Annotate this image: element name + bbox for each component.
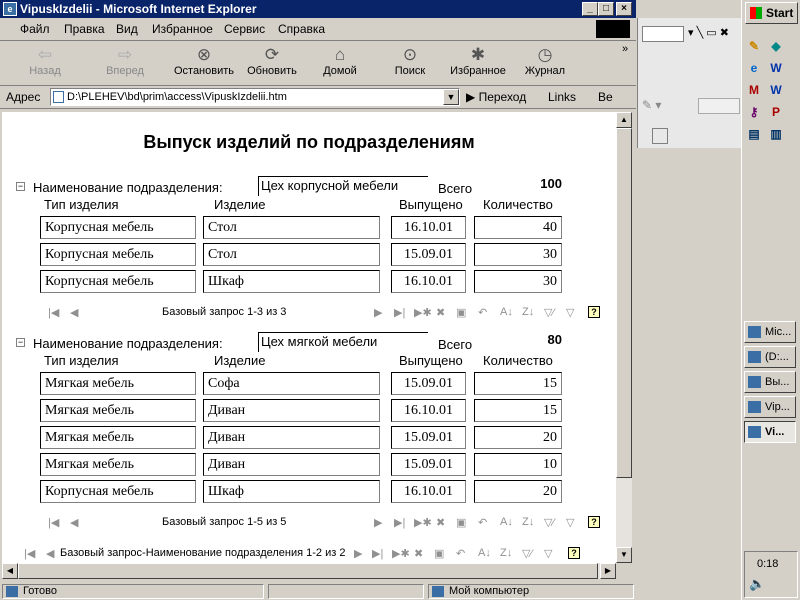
g2-row-2-type: Мягкая мебель	[40, 399, 196, 422]
nav-help-icon[interactable]: ?	[588, 516, 600, 528]
ql-mail-icon[interactable]: M	[749, 83, 759, 97]
horizontal-scroll-thumb[interactable]	[18, 563, 598, 579]
group-2-col-qty: Количество	[483, 353, 553, 368]
address-input[interactable]: D:\PLEHEV\bd\prim\access\VipuskIzdelii.htm ▼	[50, 88, 460, 106]
page-icon	[53, 91, 64, 103]
g1-row-1-qty: 40	[474, 216, 562, 239]
group-1-navigation	[42, 304, 608, 322]
group-1-total-label: Всего	[438, 181, 473, 196]
g1-row-1-date: 16.10.01	[391, 216, 466, 239]
nav-filter-icon[interactable]: ▽	[544, 548, 553, 560]
group-2-col-date: Выпущено	[399, 353, 463, 368]
windows-flag-icon	[750, 7, 762, 19]
g1-row-3-item: Шкаф	[203, 270, 380, 293]
outer-navigation	[20, 545, 600, 563]
nav-new-icon[interactable]: ▶✱	[392, 548, 410, 560]
page-done-icon	[6, 586, 18, 597]
nav-new-icon[interactable]: ▶✱	[414, 517, 432, 529]
g1-row-2-type: Корпусная мебель	[40, 243, 196, 266]
group-1-col-date: Выпущено	[399, 197, 463, 212]
stop-button[interactable]: ⊗ Остановить	[173, 45, 235, 77]
group-1-col-qty: Количество	[483, 197, 553, 212]
vertical-scroll-thumb[interactable]	[616, 128, 632, 478]
g2-row-5-date: 16.10.01	[391, 480, 466, 503]
background-app-icons: ▾ ╲ ▭ ✖	[688, 27, 729, 39]
group-2-dept-label: Наименование подразделения:	[33, 336, 223, 351]
nav-first-icon[interactable]: |◀	[24, 548, 36, 560]
forward-button[interactable]: ⇨ Вперед	[106, 45, 144, 77]
status-panel	[268, 584, 424, 599]
nav-undo-icon[interactable]: ↶	[478, 517, 488, 529]
g2-row-3-item: Диван	[203, 426, 380, 449]
volume-icon[interactable]: 🔈	[749, 576, 766, 591]
search-button[interactable]: ⊙ Поиск	[394, 45, 426, 77]
g2-row-5-qty: 20	[474, 480, 562, 503]
ie-icon	[748, 426, 761, 438]
ql-word2-icon[interactable]: W	[770, 83, 782, 97]
g1-row-3-date: 16.10.01	[391, 270, 466, 293]
nav-filter-icon[interactable]: ▽	[566, 307, 575, 319]
nav-last-icon[interactable]: ▶|	[394, 517, 406, 529]
nav-help-icon[interactable]: ?	[588, 306, 600, 318]
ql-db-icon[interactable]: ▤	[748, 127, 760, 141]
go-button[interactable]: ▶ Переход	[466, 90, 527, 104]
scroll-down-icon[interactable]: ▼	[616, 547, 632, 563]
group-1-col-item: Изделие	[214, 197, 266, 212]
menu-file[interactable]: Файл	[20, 22, 50, 36]
nav-sort-desc-icon[interactable]: Z↓	[500, 547, 513, 559]
nav-help-icon[interactable]: ?	[568, 547, 580, 559]
menu-bar	[0, 18, 636, 41]
menu-edit[interactable]: Правка	[64, 22, 105, 36]
status-zone: Мой компьютер	[428, 584, 634, 599]
nav-first-icon[interactable]: |◀	[48, 307, 60, 319]
window-title: VipuskIzdelii - Microsoft Internet Explorer	[20, 2, 257, 16]
ql-eraser-icon[interactable]: ◆	[771, 39, 781, 53]
nav-undo-icon[interactable]: ↶	[456, 548, 466, 560]
g2-row-5-item: Шкаф	[203, 480, 380, 503]
ql-pencil-icon[interactable]: ✎	[748, 39, 760, 53]
nav-prev-icon[interactable]: ◀	[46, 548, 55, 560]
ql-db2-icon[interactable]: ▥	[770, 127, 782, 141]
group-2-total-value: 80	[547, 332, 562, 347]
nav-last-icon[interactable]: ▶|	[394, 307, 406, 319]
group-1-collapse-icon[interactable]: −	[17, 181, 24, 191]
group-2-total-label: Всего	[438, 337, 473, 352]
nav-prev-icon[interactable]: ◀	[70, 307, 79, 319]
menu-help[interactable]: Справка	[278, 22, 326, 36]
task-mic[interactable]: Mic...	[744, 321, 796, 343]
start-button[interactable]: Start	[745, 2, 798, 24]
nav-last-icon[interactable]: ▶|	[372, 548, 384, 560]
scroll-right-icon[interactable]: ▶	[600, 563, 616, 579]
forward-arrow-icon: ⇨	[117, 45, 133, 64]
nav-save-icon[interactable]: ▣	[434, 548, 445, 560]
nav-next-icon[interactable]: ▶	[374, 307, 383, 319]
nav-sort-asc-icon[interactable]: A↓	[500, 516, 513, 528]
g2-row-1-qty: 15	[474, 372, 562, 395]
task-vy[interactable]: Вы...	[744, 371, 796, 393]
g1-row-2-qty: 30	[474, 243, 562, 266]
report-title: Выпуск изделий по подразделениям	[143, 132, 475, 152]
nav-save-icon[interactable]: ▣	[456, 517, 467, 529]
nav-filter-icon[interactable]: ▽	[566, 517, 575, 529]
nav-filter-selection-icon[interactable]: ▽⁄	[544, 307, 555, 319]
menu-view[interactable]: Вид	[116, 22, 138, 36]
g2-row-4-qty: 10	[474, 453, 562, 476]
nav-delete-icon[interactable]: ✖	[436, 517, 446, 529]
clock[interactable]: 0:18	[757, 558, 779, 570]
links-button[interactable]: Links	[548, 90, 577, 104]
home-button[interactable]: ⌂ Домой	[323, 45, 357, 77]
address-label: Адрес	[6, 90, 41, 104]
nav-delete-icon[interactable]: ✖	[414, 548, 424, 560]
address-bar	[0, 86, 636, 109]
nav-next-icon[interactable]: ▶	[354, 548, 363, 560]
g2-row-2-item: Диван	[203, 399, 380, 422]
minimize-button[interactable]: _	[582, 2, 598, 16]
g2-row-4-item: Диван	[203, 453, 380, 476]
task-vip[interactable]: Vip...	[744, 396, 796, 418]
scroll-left-icon[interactable]: ◀	[2, 563, 18, 579]
refresh-icon: ⟳	[264, 45, 280, 64]
group-1-dept-label: Наименование подразделения:	[33, 180, 223, 195]
g1-row-2-date: 15.09.01	[391, 243, 466, 266]
close-button[interactable]: ×	[616, 2, 632, 16]
nav-sort-desc-icon[interactable]: Z↓	[522, 306, 535, 318]
history-button[interactable]: ◷ Журнал	[524, 45, 566, 77]
g2-row-3-qty: 20	[474, 426, 562, 449]
g1-row-3-qty: 30	[474, 270, 562, 293]
background-app-toolbar	[637, 18, 742, 148]
ql-access-icon[interactable]: ⚷	[749, 105, 759, 119]
back-arrow-icon: ⇦	[37, 45, 53, 64]
address-dropdown-icon[interactable]: ▼	[443, 89, 459, 105]
app-icon	[748, 376, 761, 388]
ql-ppt-icon[interactable]: P	[771, 105, 780, 119]
group-2-col-item: Изделие	[214, 353, 266, 368]
favorites-button[interactable]: ✱ Избранное	[450, 45, 506, 77]
ie-window-icon[interactable]: e	[3, 2, 17, 16]
stop-icon: ⊗	[196, 45, 212, 64]
g2-row-1-item: Софа	[203, 372, 380, 395]
nav-filter-selection-icon[interactable]: ▽⁄	[522, 548, 533, 560]
group-1-col-type: Тип изделия	[44, 197, 119, 212]
nav-filter-selection-icon[interactable]: ▽⁄	[544, 517, 555, 529]
background-field	[698, 98, 740, 114]
nav-save-icon[interactable]: ▣	[456, 307, 467, 319]
scroll-up-icon[interactable]: ▲	[616, 112, 632, 128]
group-2-navigation	[42, 514, 608, 532]
status-text: Готово	[2, 584, 264, 599]
g1-row-2-item: Стол	[203, 243, 380, 266]
maximize-button[interactable]: □	[598, 2, 614, 16]
g2-row-5-type: Корпусная мебель	[40, 480, 196, 503]
menu-favorites[interactable]: Избранное	[152, 22, 213, 36]
my-computer-icon	[432, 586, 444, 597]
title-bar	[0, 0, 636, 18]
group-2-dept-value: Цех мягкой мебели	[258, 332, 428, 352]
nav-first-icon[interactable]: |◀	[48, 517, 60, 529]
group-1-dept-value: Цех корпусной мебели	[258, 176, 428, 196]
g2-row-4-date: 15.09.01	[391, 453, 466, 476]
g1-row-1-type: Корпусная мебель	[40, 216, 196, 239]
nav-new-icon[interactable]: ▶✱	[414, 307, 432, 319]
windows-logo-icon	[596, 20, 630, 38]
background-combo	[642, 26, 684, 42]
ql-ie-icon[interactable]: e	[750, 61, 758, 75]
g2-row-3-type: Мягкая мебель	[40, 426, 196, 449]
group-1-nav-text: Базовый запрос 1-3 из 3	[162, 306, 287, 318]
nav-sort-desc-icon[interactable]: Z↓	[522, 516, 535, 528]
g2-row-4-type: Мягкая мебель	[40, 453, 196, 476]
history-icon: ◷	[537, 45, 553, 64]
standard-toolbar	[0, 41, 636, 86]
background-small-box	[652, 128, 668, 144]
search-icon: ⊙	[402, 45, 418, 64]
word-icon	[748, 326, 761, 338]
task-vi-active[interactable]: Vi...	[744, 421, 796, 443]
app-icon	[748, 401, 761, 413]
group-2-nav-text: Базовый запрос 1-5 из 5	[162, 516, 287, 528]
page-content	[2, 112, 616, 563]
g2-row-2-date: 16.10.01	[391, 399, 466, 422]
folder-icon	[748, 351, 761, 363]
g2-row-1-type: Мягкая мебель	[40, 372, 196, 395]
nav-prev-icon[interactable]: ◀	[70, 517, 79, 529]
toolbar-overflow-icon[interactable]: »	[622, 43, 629, 55]
nav-undo-icon[interactable]: ↶	[478, 307, 488, 319]
back-button[interactable]: ⇦ Назад	[29, 45, 61, 77]
ql-word-icon[interactable]: W	[770, 61, 782, 75]
g1-row-3-type: Корпусная мебель	[40, 270, 196, 293]
status-bar	[0, 582, 636, 600]
g1-row-1-item: Стол	[203, 216, 380, 239]
outer-nav-text: Базовый запрос-Наименование подразделения 1-2 из 2	[60, 547, 346, 559]
refresh-button[interactable]: ⟳ Обновить	[247, 45, 297, 77]
vertical-scrollbar[interactable]	[616, 112, 632, 563]
web-links-button[interactable]: Ве	[598, 90, 613, 104]
background-pen-icon: ✎ ▾	[642, 98, 662, 112]
system-tray	[744, 551, 798, 598]
group-2-col-type: Тип изделия	[44, 353, 119, 368]
g2-row-3-date: 15.09.01	[391, 426, 466, 449]
g2-row-1-date: 15.09.01	[391, 372, 466, 395]
nav-delete-icon[interactable]: ✖	[436, 307, 446, 319]
favorites-icon: ✱	[470, 45, 486, 64]
nav-sort-asc-icon[interactable]: A↓	[500, 306, 513, 318]
home-icon: ⌂	[334, 45, 346, 64]
task-drive[interactable]: (D:...	[744, 346, 796, 368]
horizontal-scrollbar[interactable]	[2, 563, 616, 579]
menu-tools[interactable]: Сервис	[224, 22, 266, 36]
g2-row-2-qty: 15	[474, 399, 562, 422]
group-1-total-value: 100	[540, 176, 562, 191]
nav-sort-asc-icon[interactable]: A↓	[478, 547, 491, 559]
group-2-collapse-icon[interactable]: −	[17, 337, 24, 347]
nav-next-icon[interactable]: ▶	[374, 517, 383, 529]
